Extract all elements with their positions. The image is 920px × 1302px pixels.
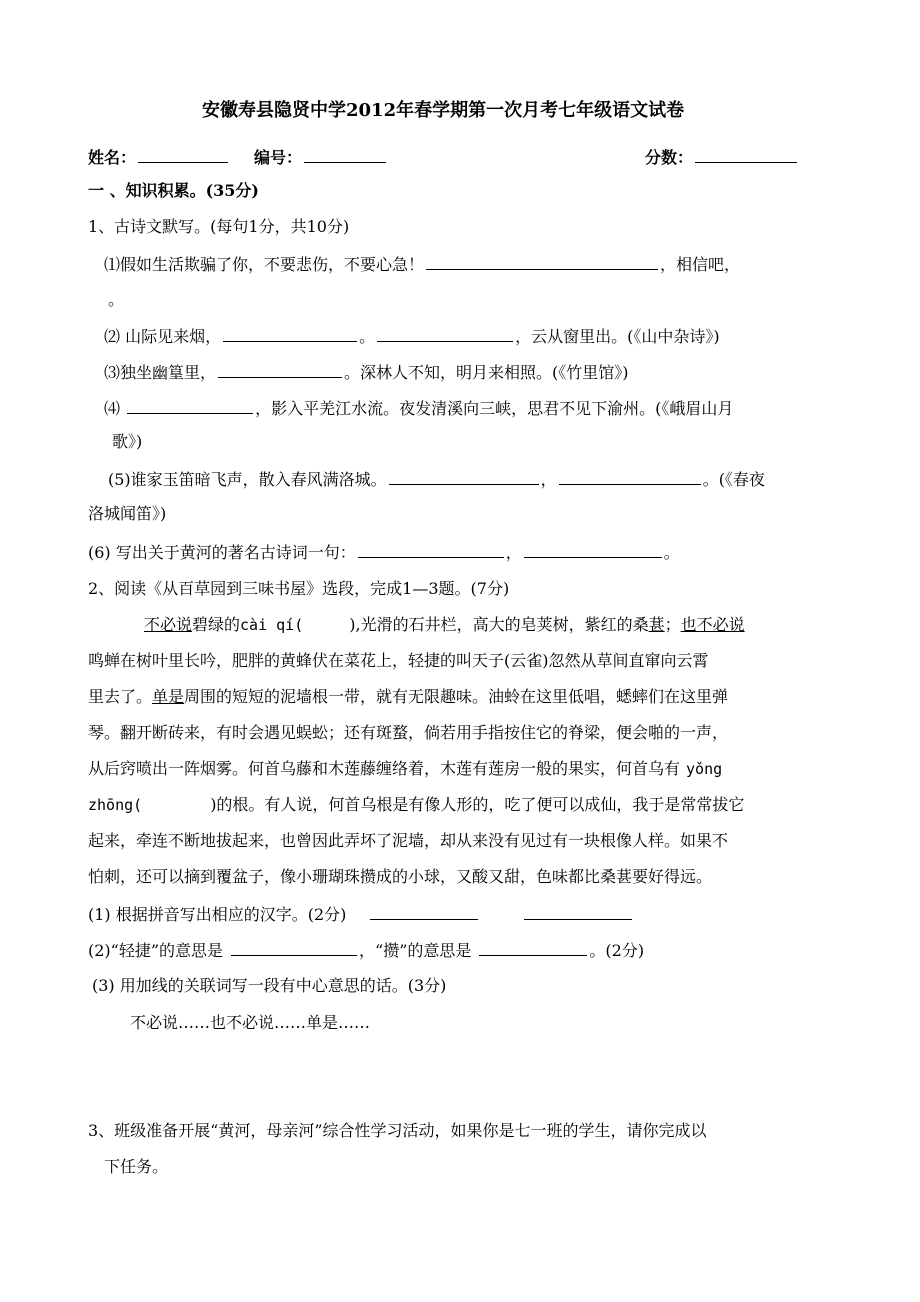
q1-item3-suffix: 。深林人不知，明月来相照。(《竹里馆》) — [344, 363, 629, 382]
q2-sub1-blank-2[interactable] — [524, 903, 632, 920]
passage-line-5 — [88, 758, 722, 780]
q1-item2-blank-1[interactable] — [223, 325, 357, 342]
q1-item1-blank[interactable] — [426, 253, 658, 270]
q2-sub1-text: (1) 根据拼音写出相应的汉字。(2分) — [88, 905, 347, 924]
passage-line-7: 起来，牵连不断地拔起来，也曾因此弄坏了泥墙，却从来没有见过有一块根像人样。如果不 — [88, 831, 729, 850]
q2-sub2-text: (2)“轻捷”的意思是 — [88, 941, 224, 960]
passage-line-1 — [144, 614, 745, 636]
q2-sub2 — [88, 939, 644, 962]
q1-heading: 1、古诗文默写。(每句1分，共10分) — [88, 217, 350, 236]
passage-text: 里去了。 — [88, 687, 153, 706]
q1-item6-suffix: 。 — [663, 543, 680, 562]
section-heading: 一 、知识积累。(35分) — [88, 181, 259, 200]
q2-sub3-hint: 不必说……也不必说……单是…… — [130, 1013, 371, 1032]
q1-item5-text: (5)谁家玉笛暗飞声，散入春风满洛城。 — [108, 470, 387, 489]
q2-sub2-blank-1[interactable] — [231, 939, 357, 956]
q1-item6-blank-2[interactable] — [524, 541, 662, 558]
q1-item3-blank[interactable] — [218, 361, 342, 378]
connective-danshi: 单是 — [152, 687, 185, 706]
q1-item6 — [88, 541, 680, 564]
q1-item1-cont — [108, 289, 124, 311]
q1-item1-suffix: ，相信吧， — [660, 255, 741, 274]
q1-item6-text: (6) 写出关于黄河的著名古诗词一句： — [88, 543, 356, 562]
pinyin-yongzhong: yǒng — [686, 760, 723, 778]
header-name — [88, 146, 230, 169]
q2-sub2-suffix: 。(2分) — [589, 941, 645, 960]
q1-item4 — [104, 397, 733, 420]
q1-item4-text: ⑷ — [104, 399, 126, 418]
name-label: 姓名： — [88, 148, 137, 167]
passage-line-4: 琴。翻开断砖来，有时会遇见蜈蚣；还有斑蝥，倘若用手指按住它的脊梁，便会啪的一声， — [88, 723, 729, 742]
q1-item1 — [104, 253, 740, 276]
q1-item4-suffix: ，影入平羌江水流。夜发清溪向三峡，思君不见下渝州。(《峨眉山月 — [255, 399, 734, 418]
q1-item6-blank-1[interactable] — [358, 541, 504, 558]
q2-sub2-blank-2[interactable] — [479, 939, 587, 956]
passage-text: 从后窍喷出一阵烟雾。何首乌藤和木莲藤缠络着，木莲有莲房一般的果实，何首乌有 — [88, 759, 681, 778]
passage-line-8: 怕刺，还可以摘到覆盆子，像小珊瑚珠攒成的小球，又酸又甜，色味都比桑葚要好得远。 — [88, 867, 713, 886]
page-title: 安徽寿县隐贤中学2012年春学期第一次月考七年级语文试卷 — [202, 100, 685, 121]
q1-item2-suffix: ，云从窗里出。(《山中杂诗》) — [515, 327, 720, 346]
number-blank[interactable] — [304, 146, 386, 163]
passage-text: 碧绿的 — [192, 615, 241, 634]
header-score — [645, 146, 799, 169]
passage-line-3 — [88, 686, 728, 708]
q1-item2 — [104, 325, 720, 348]
connective-yebubishuo: 也不必说 — [680, 615, 745, 634]
q1-item3-text: ⑶独坐幽篁里， — [104, 363, 217, 382]
passage-text: 周围的短短的泥墙根一带，就有无限趣味。油蛉在这里低唱，蟋蟀们在这里弹 — [184, 687, 729, 706]
q1-item1-cont-text: 。 — [108, 290, 125, 309]
q1-item4-blank[interactable] — [127, 397, 253, 414]
q1-item1-text: ⑴假如生活欺骗了你，不要悲伤，不要心急！ — [104, 255, 425, 274]
q2-sub1 — [88, 903, 634, 926]
q1-item2-blank-2[interactable] — [377, 325, 513, 342]
q1-item2-text: ⑵ 山际见来烟， — [104, 327, 222, 346]
passage-text: ； — [664, 615, 681, 634]
q3-line-2: 下任务。 — [104, 1157, 169, 1176]
passage-line-6 — [88, 794, 744, 816]
q1-item5-cont: 洛城闻笛》) — [88, 504, 167, 523]
q2-heading: 2、阅读《从百草园到三味书屋》选段，完成1—3题。(7分) — [88, 579, 510, 598]
q1-item6-mid: ， — [505, 543, 522, 562]
q3-line-1: 3、班级准备开展“黄河，母亲河”综合性学习活动，如果你是七一班的学生，请你完成以 — [88, 1121, 707, 1140]
q1-item5-mid: ， — [540, 470, 557, 489]
pinyin-yongzhong-cont: zhōng( — [88, 796, 143, 814]
score-label: 分数： — [645, 148, 694, 167]
passage-text: ),光滑的石井栏，高大的皂荚树，紫红的桑 — [349, 615, 649, 634]
q1-item5 — [108, 468, 765, 491]
q1-item5-blank-2[interactable] — [559, 468, 701, 485]
header-number — [254, 146, 388, 169]
underlined-char-shen: 葚 — [648, 615, 665, 634]
q1-item3 — [104, 361, 629, 384]
name-blank[interactable] — [138, 146, 228, 163]
pinyin-caiqi: cài qí( — [240, 616, 304, 634]
q2-sub1-blank-1[interactable] — [370, 903, 478, 920]
score-blank[interactable] — [695, 146, 797, 163]
passage-text: )的根。有人说，何首乌根是有像人形的，吃了便可以成仙，我于是常常拔它 — [210, 795, 745, 814]
connective-bubishuo: 不必说 — [144, 615, 193, 634]
passage-line-2: 鸣蝉在树叶里长吟，肥胖的黄蜂伏在菜花上，轻捷的叫天子(云雀)忽然从草间直窜向云霄 — [88, 651, 709, 670]
q1-item2-mid: 。 — [359, 327, 376, 346]
q2-sub3: (3) 用加线的关联词写一段有中心意思的话。(3分) — [92, 976, 447, 995]
q1-item5-suffix: 。(《春夜 — [702, 470, 765, 489]
q2-sub2-mid: ，“攒”的意思是 — [359, 941, 472, 960]
number-label: 编号： — [254, 148, 303, 167]
q1-item4-cont: 歌》) — [112, 432, 143, 451]
q1-item5-blank-1[interactable] — [389, 468, 539, 485]
